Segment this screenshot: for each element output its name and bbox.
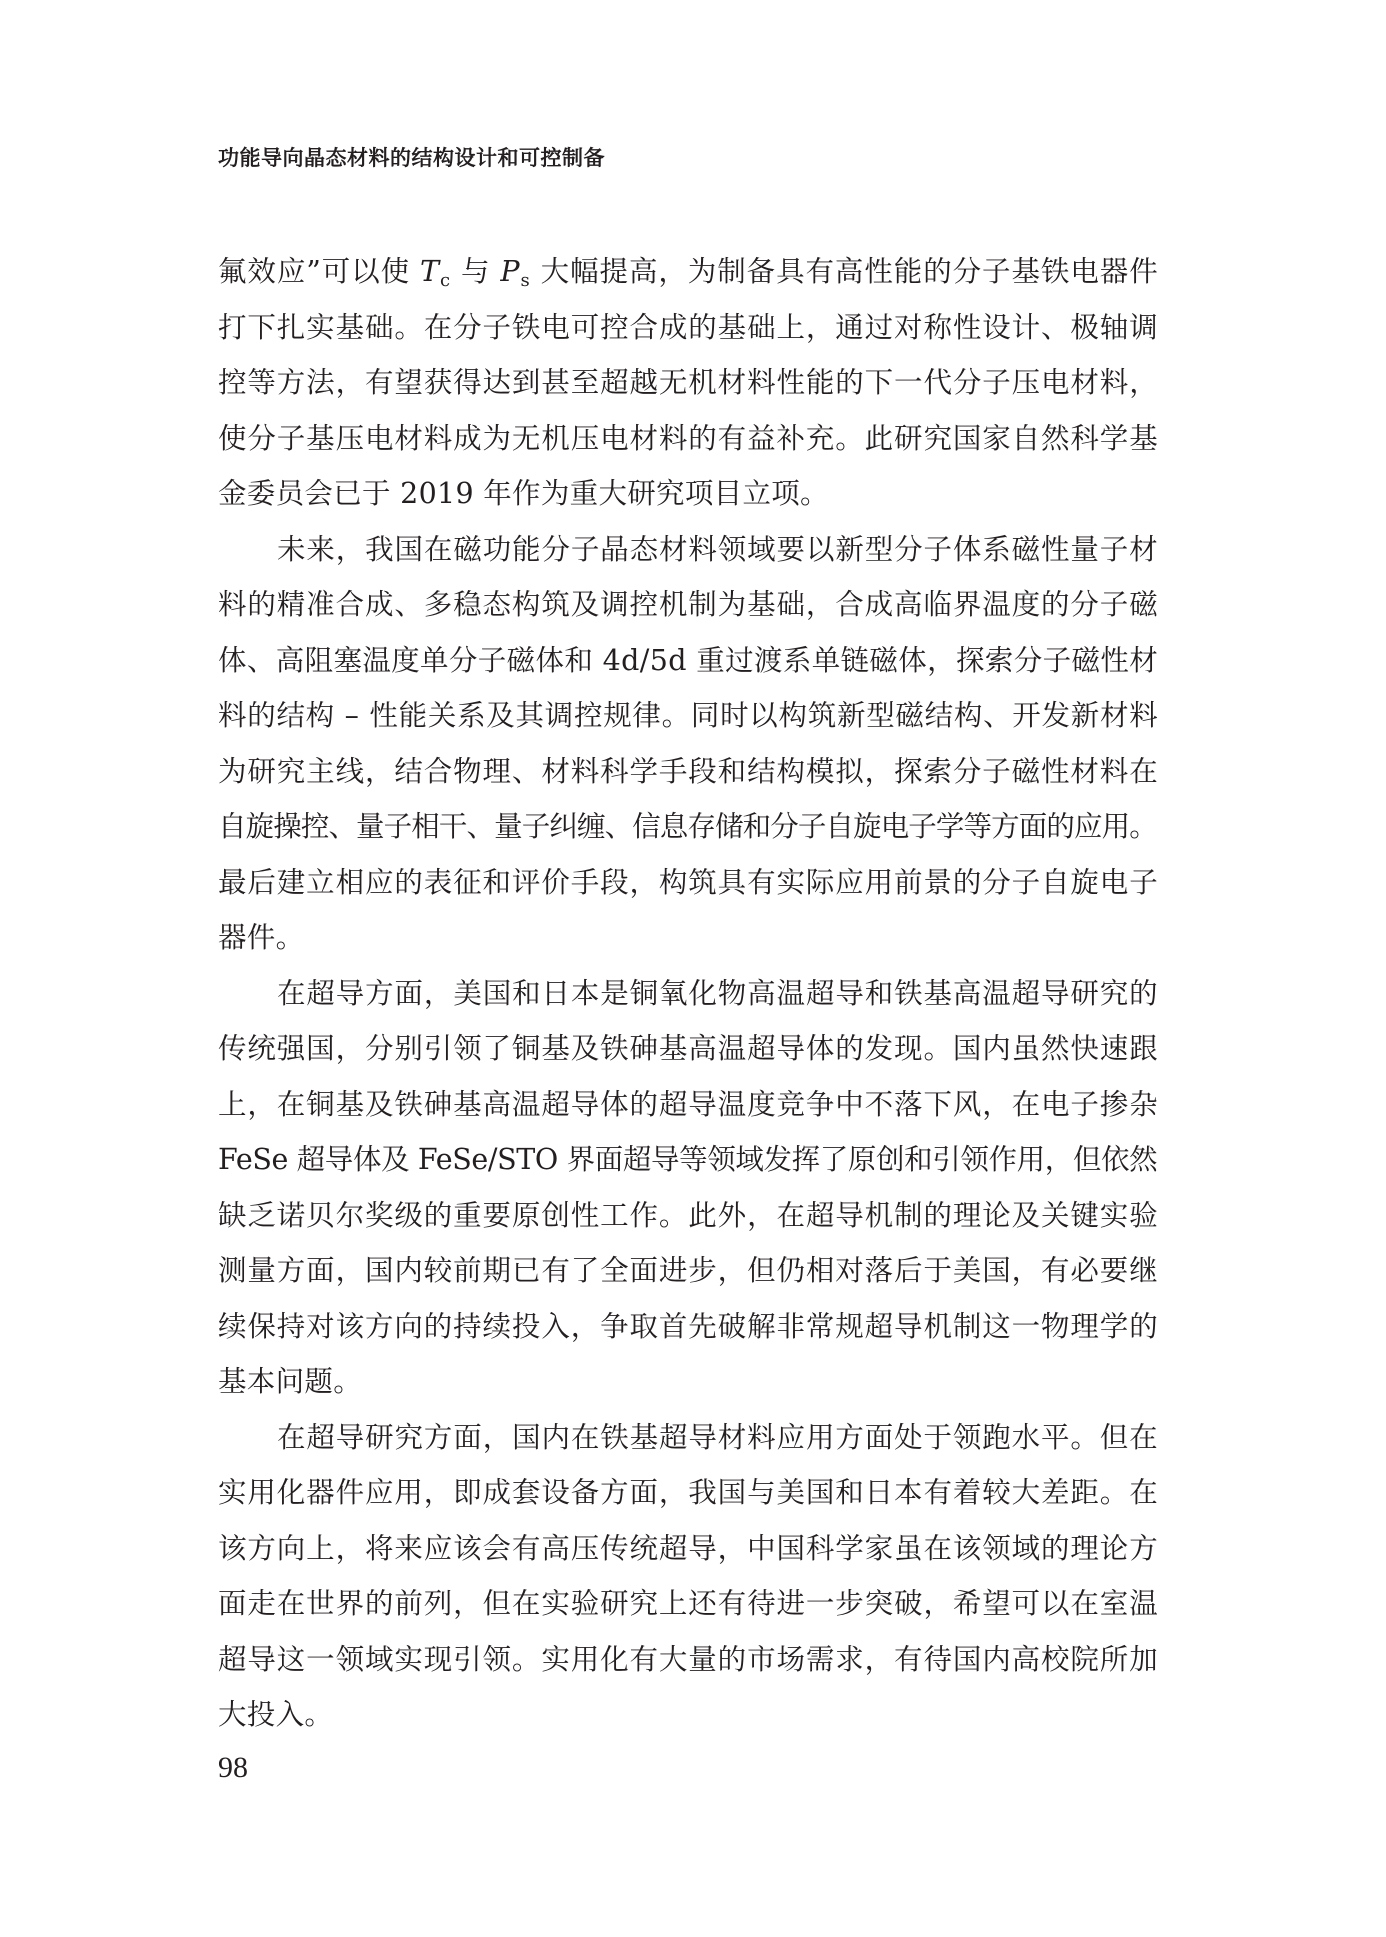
paragraph-start-line: 未来，我国在磁功能分子晶态材料领域要以新型分子体系磁性量子材	[277, 532, 1159, 566]
page-number: 98	[218, 1751, 248, 1784]
text-line: 使分子基压电材料成为无机压电材料的有益补充。此研究国家自然科学基	[218, 421, 1159, 455]
text-line: 上，在铜基及铁砷基高温超导体的超导温度竞争中不落下风，在电子掺杂	[218, 1087, 1159, 1121]
text-line: 缺乏诺贝尔奖级的重要原创性工作。此外，在超导机制的理论及关键实验	[218, 1198, 1159, 1232]
text-line: 体、高阻塞温度单分子磁体和 4d/5d 重过渡系单链磁体，探索分子磁性材	[218, 643, 1159, 677]
text-line: 料的结构 – 性能关系及其调控规律。同时以构筑新型磁结构、开发新材料	[218, 699, 1159, 732]
text-line: 为研究主线，结合物理、材料科学手段和结构模拟，探索分子磁性材料在	[218, 754, 1159, 788]
text-segment: 大幅提高，为制备具有高性能的分子基铁电器件	[530, 255, 1159, 288]
math-variable-t: T	[420, 255, 440, 288]
paragraph-start-line: 在超导研究方面，国内在铁基超导材料应用方面处于领跑水平。但在	[277, 1420, 1159, 1454]
body-text	[218, 244, 1158, 1743]
text-line: 基本问题。	[218, 1365, 363, 1398]
text-line: 控等方法，有望获得达到甚至超越无机材料性能的下一代分子压电材料，	[218, 366, 1159, 399]
text-line: 大投入。	[218, 1698, 334, 1731]
text-line: 器件。	[218, 921, 305, 954]
text-line: 传统强国，分别引领了铜基及铁砷基高温超导体的发现。国内虽然快速跟	[218, 1032, 1159, 1065]
math-subscript-c: c	[439, 270, 451, 291]
text-line	[218, 244, 1158, 300]
text-line: 自旋操控、量子相干、量子纠缠、信息存储和分子自旋电子学等方面的应用。	[218, 810, 1157, 843]
running-header: 功能导向晶态材料的结构设计和可控制备	[218, 146, 605, 170]
math-subscript-s: s	[520, 270, 531, 291]
text-line: 测量方面，国内较前期已有了全面进步，但仍相对落后于美国，有必要继	[218, 1254, 1159, 1287]
text-segment: 氟效应”可以使	[218, 255, 421, 288]
text-line: 续保持对该方向的持续投入，争取首先破解非常规超导机制这一物理学的	[218, 1309, 1159, 1343]
text-line: 金委员会已于 2019 年作为重大研究项目立项。	[218, 477, 829, 510]
text-line: 实用化器件应用，即成套设备方面，我国与美国和日本有着较大差距。在	[218, 1476, 1159, 1509]
math-variable-p: P	[500, 255, 521, 288]
text-line: 最后建立相应的表征和评价手段，构筑具有实际应用前景的分子自旋电子	[218, 865, 1159, 899]
text-line: 料的精准合成、多稳态构筑及调控机制为基础，合成高临界温度的分子磁	[218, 588, 1159, 621]
text-line: 打下扎实基础。在分子铁电可控合成的基础上，通过对称性设计、极轴调	[218, 310, 1159, 344]
text-line: 该方向上，将来应该会有高压传统超导，中国科学家虽在该领域的理论方	[218, 1531, 1159, 1565]
paragraph-start-line: 在超导方面，美国和日本是铜氧化物高温超导和铁基高温超导研究的	[277, 976, 1159, 1010]
text-line: FeSe 超导体及 FeSe/STO 界面超导等领域发挥了原创和引领作用，但依然	[218, 1143, 1158, 1176]
text-segment: 与	[451, 255, 501, 288]
text-line: 超导这一领域实现引领。实用化有大量的市场需求，有待国内高校院所加	[218, 1642, 1159, 1676]
text-line: 面走在世界的前列，但在实验研究上还有待进一步突破，希望可以在室温	[218, 1587, 1159, 1620]
